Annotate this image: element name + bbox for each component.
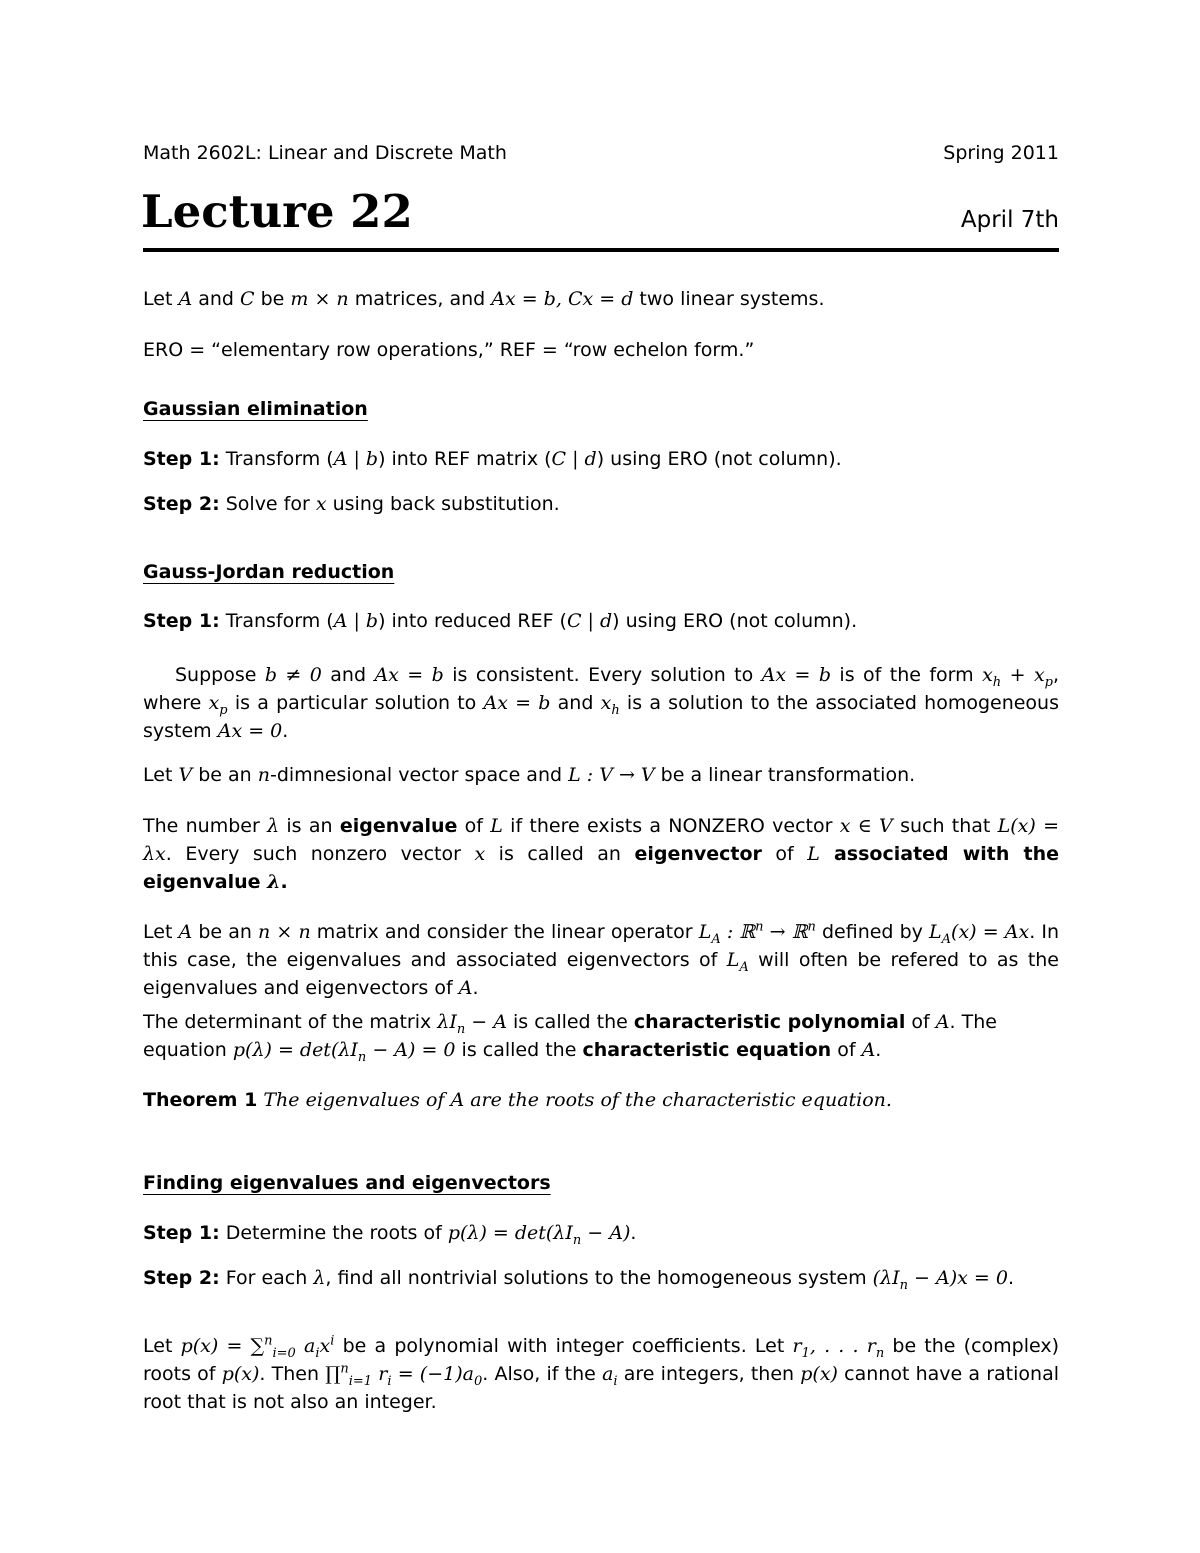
header-rule: [143, 248, 1059, 252]
gaussian-step-2: Step 2: Solve for x using back substitution.: [143, 493, 560, 515]
lecture-date: April 7th: [960, 207, 1059, 233]
gaussian-heading: Gaussian elimination: [143, 398, 368, 420]
determinant-paragraph: The determinant of the matrix $\lambda I_n - A$ is called the characteristic polynomial of A. The equation $p(\lambda) = \det(\lambda I_n - A) = 0$ is called the characteristic equation of A.: [143, 1011, 997, 1065]
theorem-1: Theorem 1 The eigenvalues of A are the roots of the characteristic equation.: [143, 1089, 892, 1111]
finding-heading: Finding eigenvalues and eigenvectors: [143, 1172, 551, 1194]
finding-step-1: Step 1: Determine the roots of $p(\lambda) = \det(\lambda I_n - A)$.: [143, 1222, 637, 1248]
course-title: Math 2602L: Linear and Discrete Math: [143, 142, 507, 164]
polynomial-paragraph: Let p(x) = ∑$^n_{i=0}$ $a_ix^i$ be a polynomial with integer coefficients. Let $r_1$, . . . $r_n$ be the (complex) roots of p(x). Then ∏$^n_{i=1}$ $r_i = (-1)a_0$. Also, if the $a_i$ are integers, then p(x) cannot have a rational root that is not also an integer.: [143, 1333, 1060, 1413]
gauss-jordan-heading: Gauss-Jordan reduction: [143, 561, 395, 583]
term: Spring 2011: [943, 142, 1059, 164]
lecture-header: [141, 184, 1059, 240]
finding-step-2: Step 2: For each λ, find all nontrivial solutions to the homogeneous system $(\lambda I_n - A)x = 0$.: [143, 1267, 1014, 1293]
gauss-jordan-step-1: Step 1: Transform (A | b) into reduced REF (C | d) using ERO (not column).: [143, 610, 858, 632]
eigenvalue-definition: The number λ is an eigenvalue of L if there exists a NONZERO vector x ∈ V such that L(x) = λx. Every such nonzero vector x is called an eigenvector of L associated with the eigenvalue λ.: [143, 815, 1059, 893]
gaussian-step-1: Step 1: Transform (A | b) into REF matrix (C | d) using ERO (not column).: [143, 448, 842, 470]
course-header: [143, 142, 1059, 164]
linear-operator-paragraph: Let A be an n × n matrix and consider the linear operator $L_A$ : ℝ$^n$ → ℝ$^n$ defined by $L_A(x) = Ax$. In this case, the eigenvalues and associated eigenvectors of $L_A$ will often be refered to as the eigenvalues and eigenvectors of A.: [143, 919, 1059, 999]
intro-line-1: Let A and C be m × n matrices, and Ax = b, Cx = d two linear systems.: [143, 288, 825, 310]
lecture-title: Lecture 22: [141, 185, 413, 238]
suppose-paragraph: Suppose b ≠ 0 and Ax = b is consistent. Every solution to Ax = b is of the form $x_h + x_p$, where $x_p$ is a particular solution to Ax = b and $x_h$ is a solution to the associated homogeneous system Ax = 0.: [143, 664, 1060, 742]
intro-line-2: ERO = “elementary row operations,” REF = “row echelon form.”: [143, 339, 755, 361]
vector-space-paragraph: Let V be an n-dimnesional vector space and L : V → V be a linear transformation.: [143, 764, 916, 786]
